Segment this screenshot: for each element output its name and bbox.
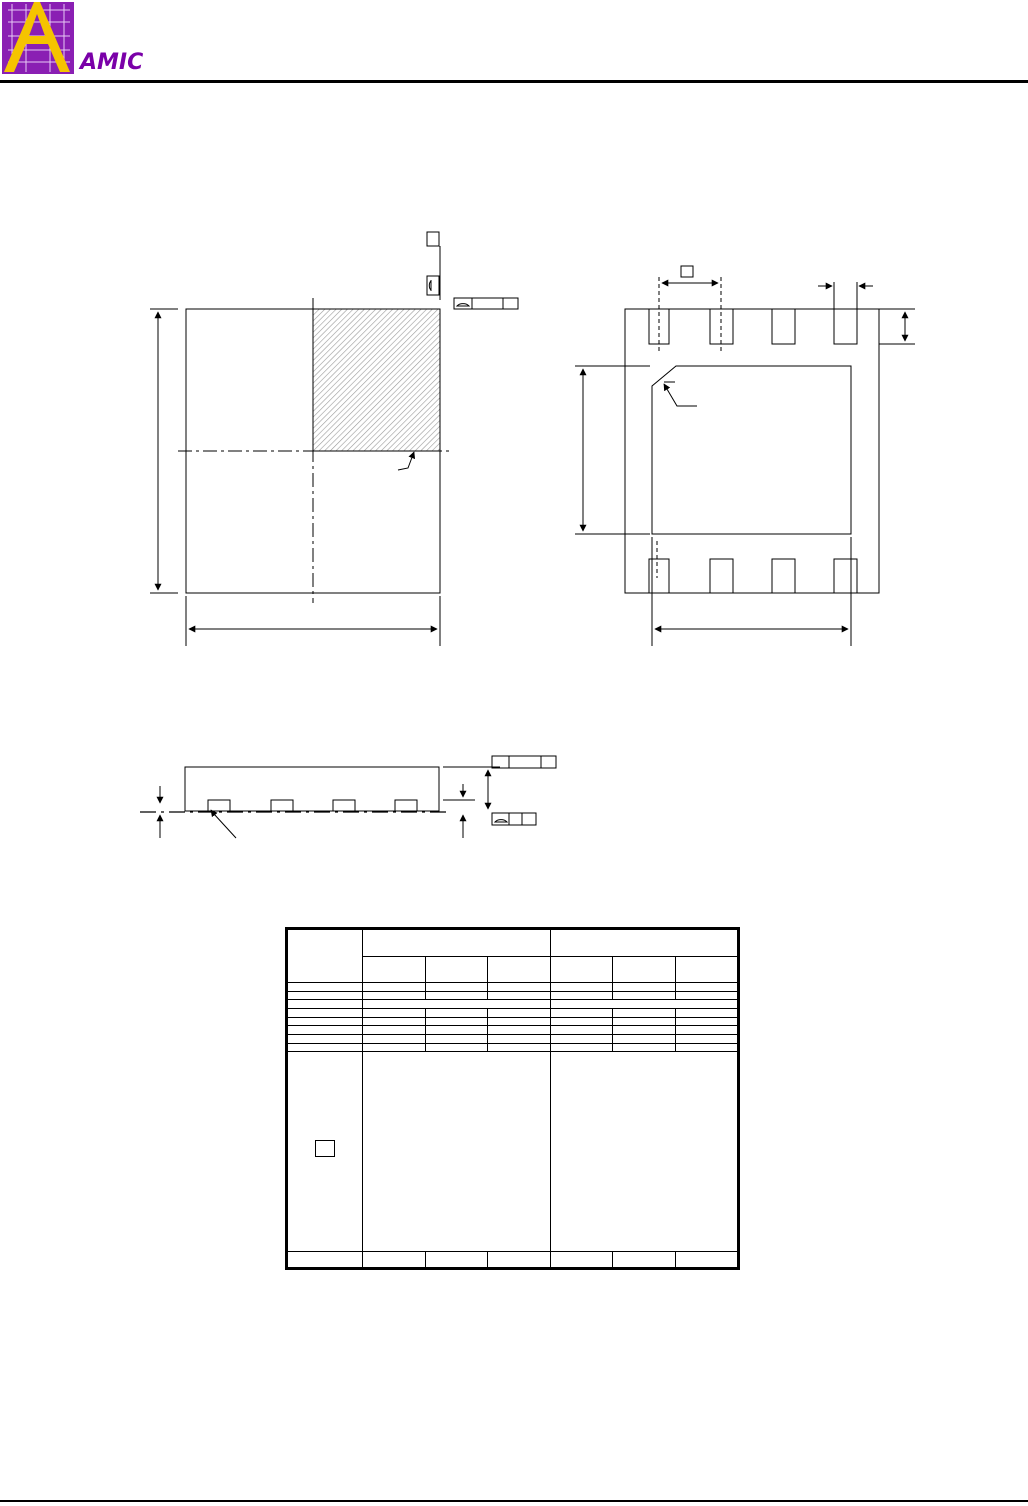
side-view (140, 756, 556, 838)
table-row (287, 1026, 739, 1035)
table-cell (363, 957, 425, 983)
footer-rule (0, 1500, 1028, 1502)
table-cell (363, 929, 550, 957)
brand-name: AMIC (80, 50, 144, 75)
table-cell (550, 929, 738, 957)
table-row (287, 991, 739, 1000)
table-cell (425, 957, 487, 983)
table-cell (287, 1052, 363, 1251)
dimension-table (285, 927, 740, 1270)
table-row (287, 1000, 739, 1009)
table-cell (675, 957, 738, 983)
table-cell (613, 957, 675, 983)
table-cell (550, 957, 612, 983)
table-cell (287, 929, 363, 983)
pin1-index-area (313, 309, 440, 451)
table-row (287, 1008, 739, 1017)
table-row (287, 1043, 739, 1052)
table-row (287, 1034, 739, 1043)
table-row (287, 1017, 739, 1026)
bottom-view (575, 266, 915, 646)
square-symbol-icon (315, 1140, 335, 1157)
table-header-row (287, 929, 739, 957)
table-cell (488, 957, 550, 983)
table-row (287, 983, 739, 992)
table-row (287, 1251, 739, 1268)
top-view (150, 232, 518, 646)
table-row (287, 1052, 739, 1251)
